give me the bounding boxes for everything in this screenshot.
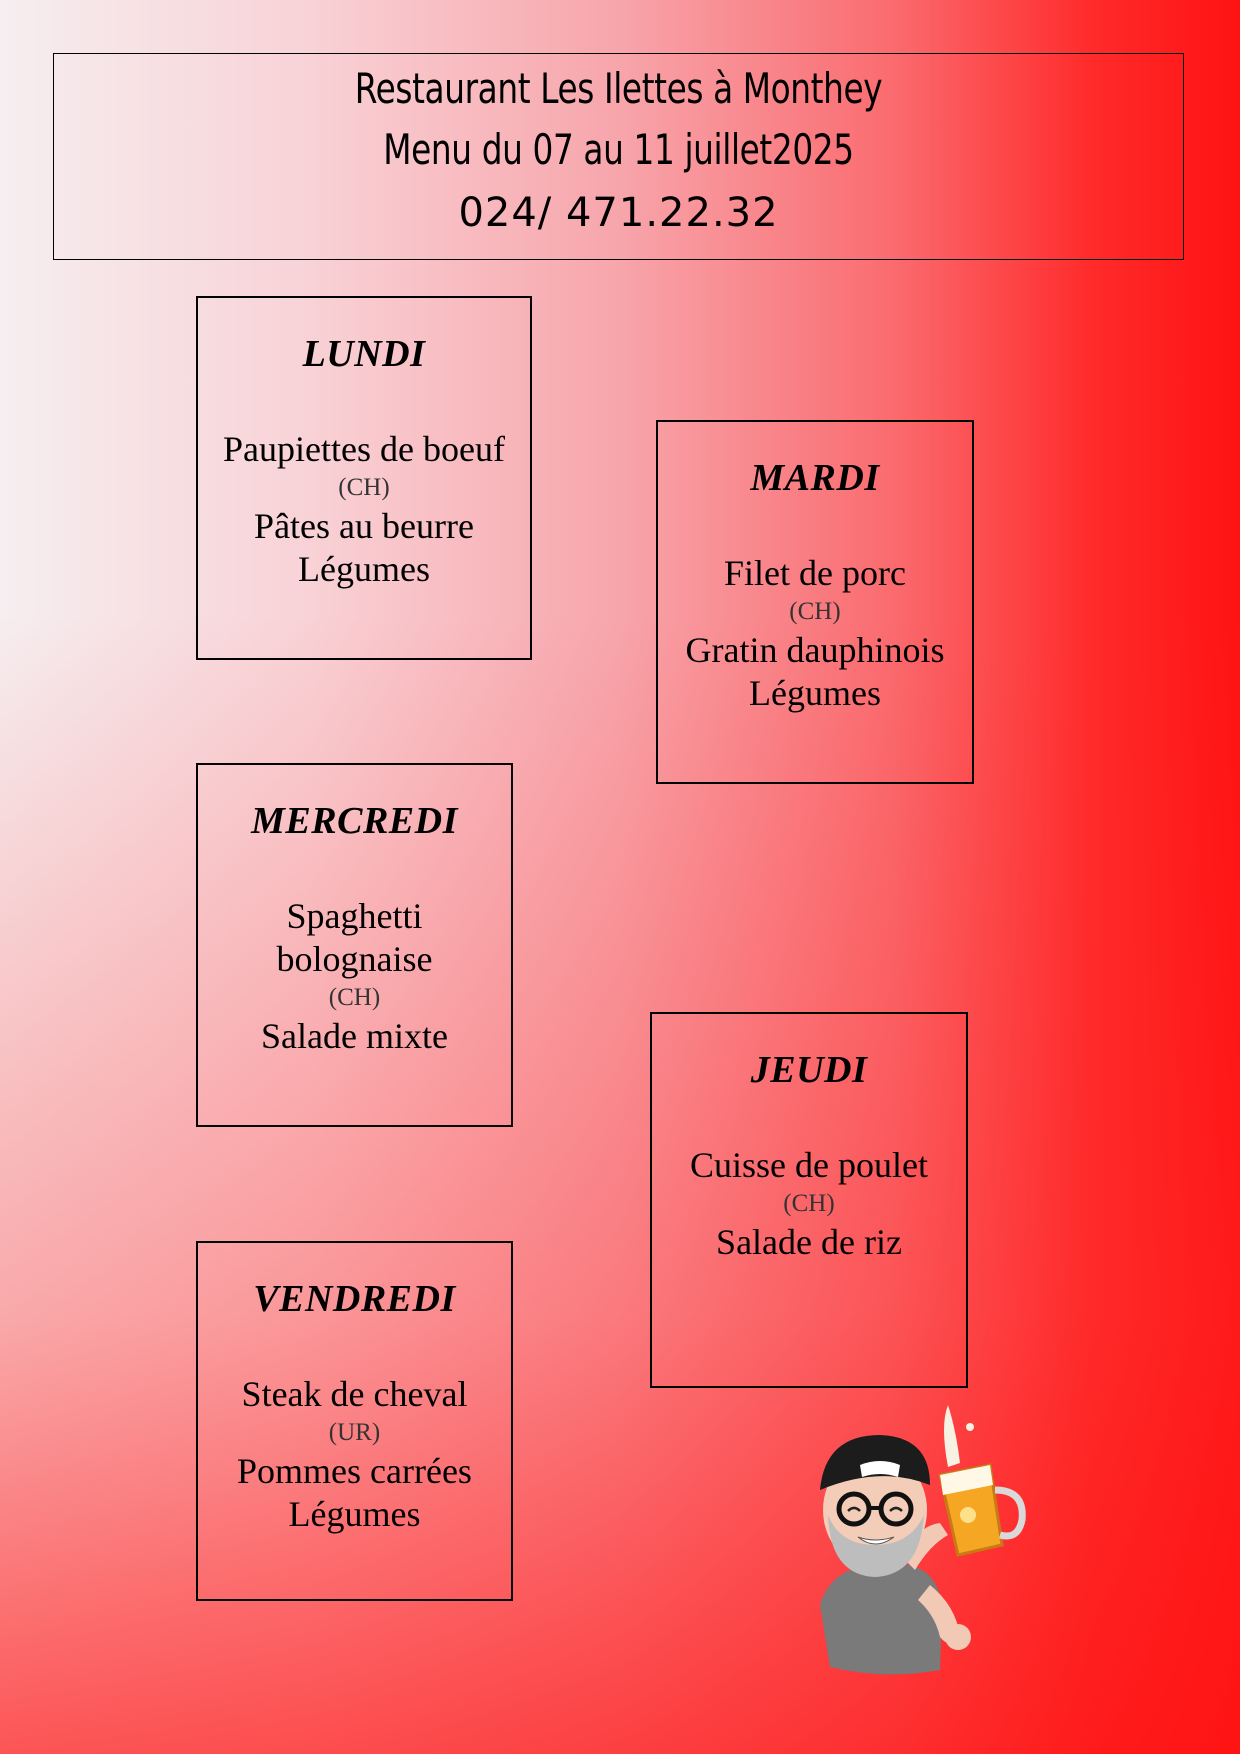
main-dish: Spaghetti (286, 896, 423, 936)
main-dish: Paupiettes de boeuf (223, 429, 505, 469)
side-dish: Légumes (288, 1494, 421, 1534)
main-dish: Cuisse de poulet (690, 1145, 928, 1185)
day-card-jeudi (650, 1012, 968, 1388)
origin-label: (CH) (328, 984, 381, 1011)
day-title: LUNDI (302, 333, 426, 375)
main-dish: Steak de cheval (241, 1374, 468, 1414)
menu-dates: Menu du 07 au 11 juillet2025 (383, 125, 854, 174)
menu-header (53, 53, 1184, 260)
origin-label: (CH) (338, 474, 390, 501)
day-title: VENDREDI (253, 1278, 456, 1320)
dish-list (198, 895, 511, 1058)
day-card-lundi (196, 296, 532, 660)
day-title: MARDI (750, 457, 880, 499)
side-dish: Légumes (298, 549, 430, 589)
phone-number: 024/ 471.22.32 (458, 190, 779, 236)
day-card-vendredi (196, 1241, 513, 1601)
beer-icon (940, 1405, 1022, 1555)
restaurant-name: Restaurant Les Ilettes à Monthey (354, 64, 883, 113)
side-dish: Salade de riz (716, 1222, 902, 1262)
side-dish: Légumes (749, 673, 881, 713)
dish-list (652, 1144, 966, 1264)
day-title: JEUDI (750, 1049, 868, 1091)
dish-list (658, 552, 972, 715)
origin-label: (UR) (328, 1419, 381, 1446)
side-dish: Pâtes au beurre (254, 506, 474, 546)
day-card-mercredi (196, 763, 513, 1127)
origin-label: (CH) (783, 1190, 835, 1217)
main-dish: bolognaise (276, 939, 433, 979)
day-title: MERCREDI (251, 800, 458, 842)
side-dish: Salade mixte (261, 1016, 448, 1056)
main-dish: Filet de porc (724, 553, 906, 593)
side-dish: Pommes carrées (237, 1451, 472, 1491)
dish-list (198, 428, 530, 591)
side-dish: Gratin dauphinois (685, 630, 945, 670)
day-card-mardi (656, 420, 974, 784)
mascot-beer-illustration (790, 1405, 1030, 1675)
origin-label: (CH) (789, 598, 841, 625)
dish-list (198, 1373, 511, 1536)
